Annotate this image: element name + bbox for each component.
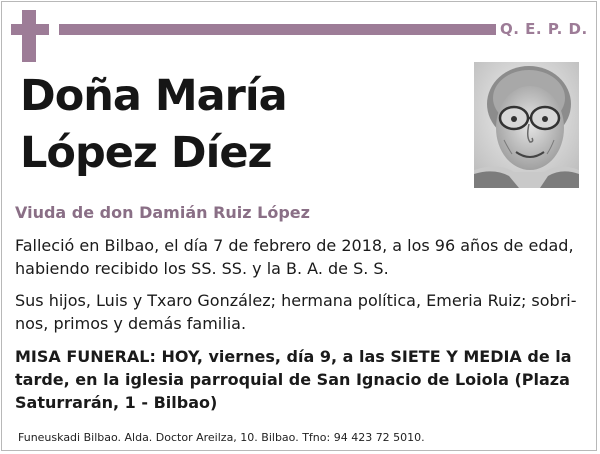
latin-cross-icon — [11, 10, 49, 62]
qepd-label: Q. E. P. D. — [500, 20, 588, 38]
header-divider-bar — [59, 24, 496, 35]
deceased-name-line2: López Díez — [20, 128, 272, 178]
deceased-name-line1: Doña María — [20, 71, 287, 121]
funeral-mass-paragraph: MISA FUNERAL: HOY, viernes, día 9, a las SIETE Y MEDIA de la tarde, en la iglesia parroquial de San Ignacio de Loiola (Plaza Saturrarán, 1 - Bilbao) — [15, 347, 572, 412]
deceased-photo — [474, 62, 579, 188]
deceased-name — [20, 68, 287, 182]
death-details-paragraph: Falleció en Bilbao, el día 7 de febrero de 2018, a los 96 años de edad, habiendo recibido los SS. SS. y la B. A. de S. S. — [15, 236, 574, 278]
family-paragraph: Sus hijos, Luis y Txaro González; hermana política, Emeria Ruiz; sobri-nos, primos y demás familia. — [15, 291, 577, 333]
funeral-home-footer: Funeuskadi Bilbao. Alda. Doctor Areilza, 10. Bilbao. Tfno: 94 423 72 5010. — [18, 431, 425, 444]
widow-of-subtitle: Viuda de don Damián Ruiz López — [15, 203, 310, 222]
